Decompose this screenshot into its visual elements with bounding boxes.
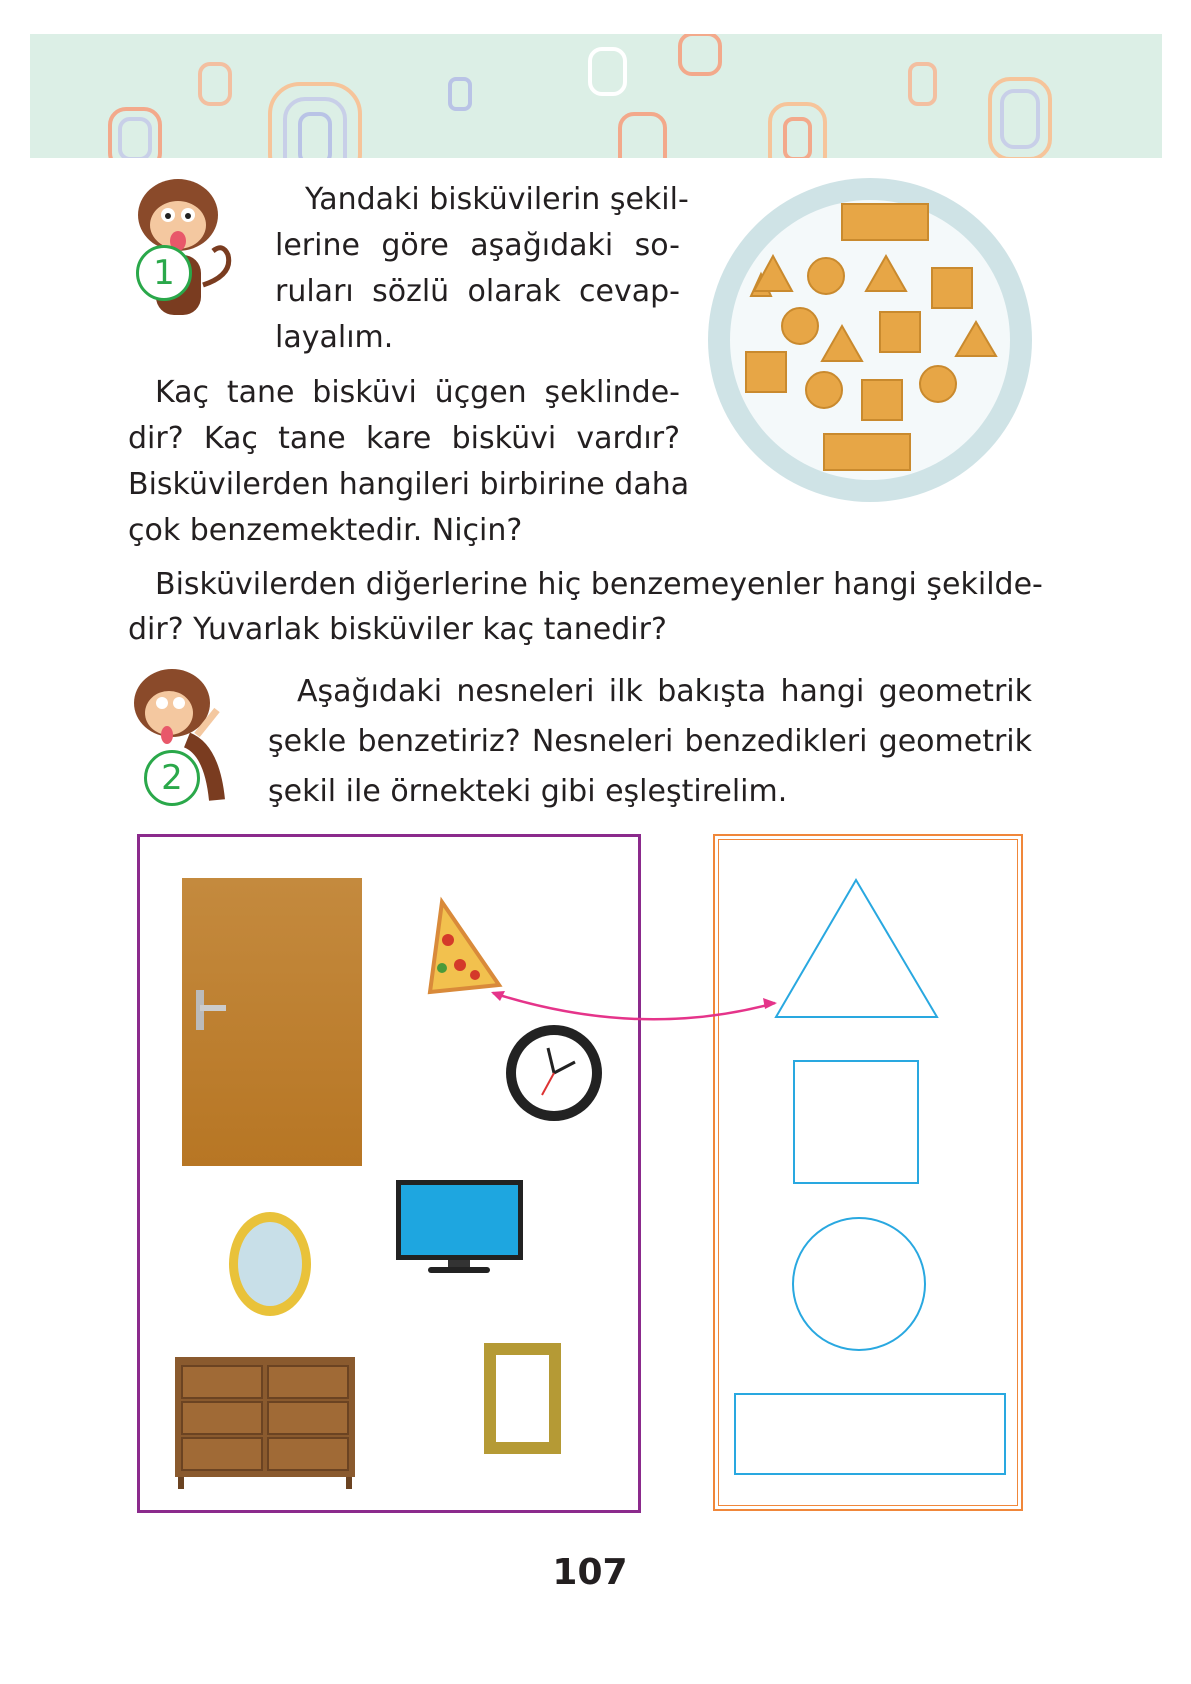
tv-object[interactable] (396, 1180, 523, 1273)
dresser-object[interactable] (175, 1357, 355, 1489)
intro-line: Yandaki bisküvilerin şekil- (305, 182, 689, 217)
page-number: 107 (552, 1552, 628, 1593)
circle-shape[interactable] (793, 1218, 925, 1350)
triangle-shape[interactable] (776, 880, 937, 1017)
question-line: Bisküvilerden hangileri birbirine daha (128, 467, 690, 502)
square-shape[interactable] (794, 1061, 918, 1183)
rectangle-shape[interactable] (735, 1394, 1005, 1474)
question-line: dir? Yuvarlak bisküviler kaç tanedir? (128, 612, 667, 647)
intro-line: lerine göre aşağıdaki so- (275, 228, 680, 263)
mirror-object[interactable] (229, 1212, 311, 1316)
instruction-line: Aşağıdaki nesneleri ilk bakışta hangi geometrik (297, 674, 1032, 709)
activity-number-badge: 1 (136, 245, 192, 301)
door-object[interactable] (182, 878, 362, 1166)
picture-frame-object[interactable] (484, 1343, 561, 1454)
instruction-line: şekle benzetiriz? Nesneleri benzedikleri geometrik (268, 724, 1032, 759)
pizza-slice-object[interactable] (430, 902, 499, 992)
intro-line: ruları sözlü olarak cevap- (275, 274, 680, 309)
question-line: Bisküvilerden diğerlerine hiç benzemeyenler hangi şekilde- (155, 567, 1043, 602)
question-line: çok benzemektedir. Niçin? (128, 513, 523, 548)
activity-number-badge: 2 (144, 750, 200, 806)
question-line: Kaç tane bisküvi üçgen şeklinde- (155, 375, 680, 410)
question-line: dir? Kaç tane kare bisküvi vardır? (128, 421, 680, 456)
intro-line: layalım. (275, 320, 394, 355)
example-match-arrow (491, 991, 777, 1019)
clock-object[interactable] (506, 1025, 602, 1121)
instruction-line: şekil ile örnekteki gibi eşleştirelim. (268, 774, 788, 809)
